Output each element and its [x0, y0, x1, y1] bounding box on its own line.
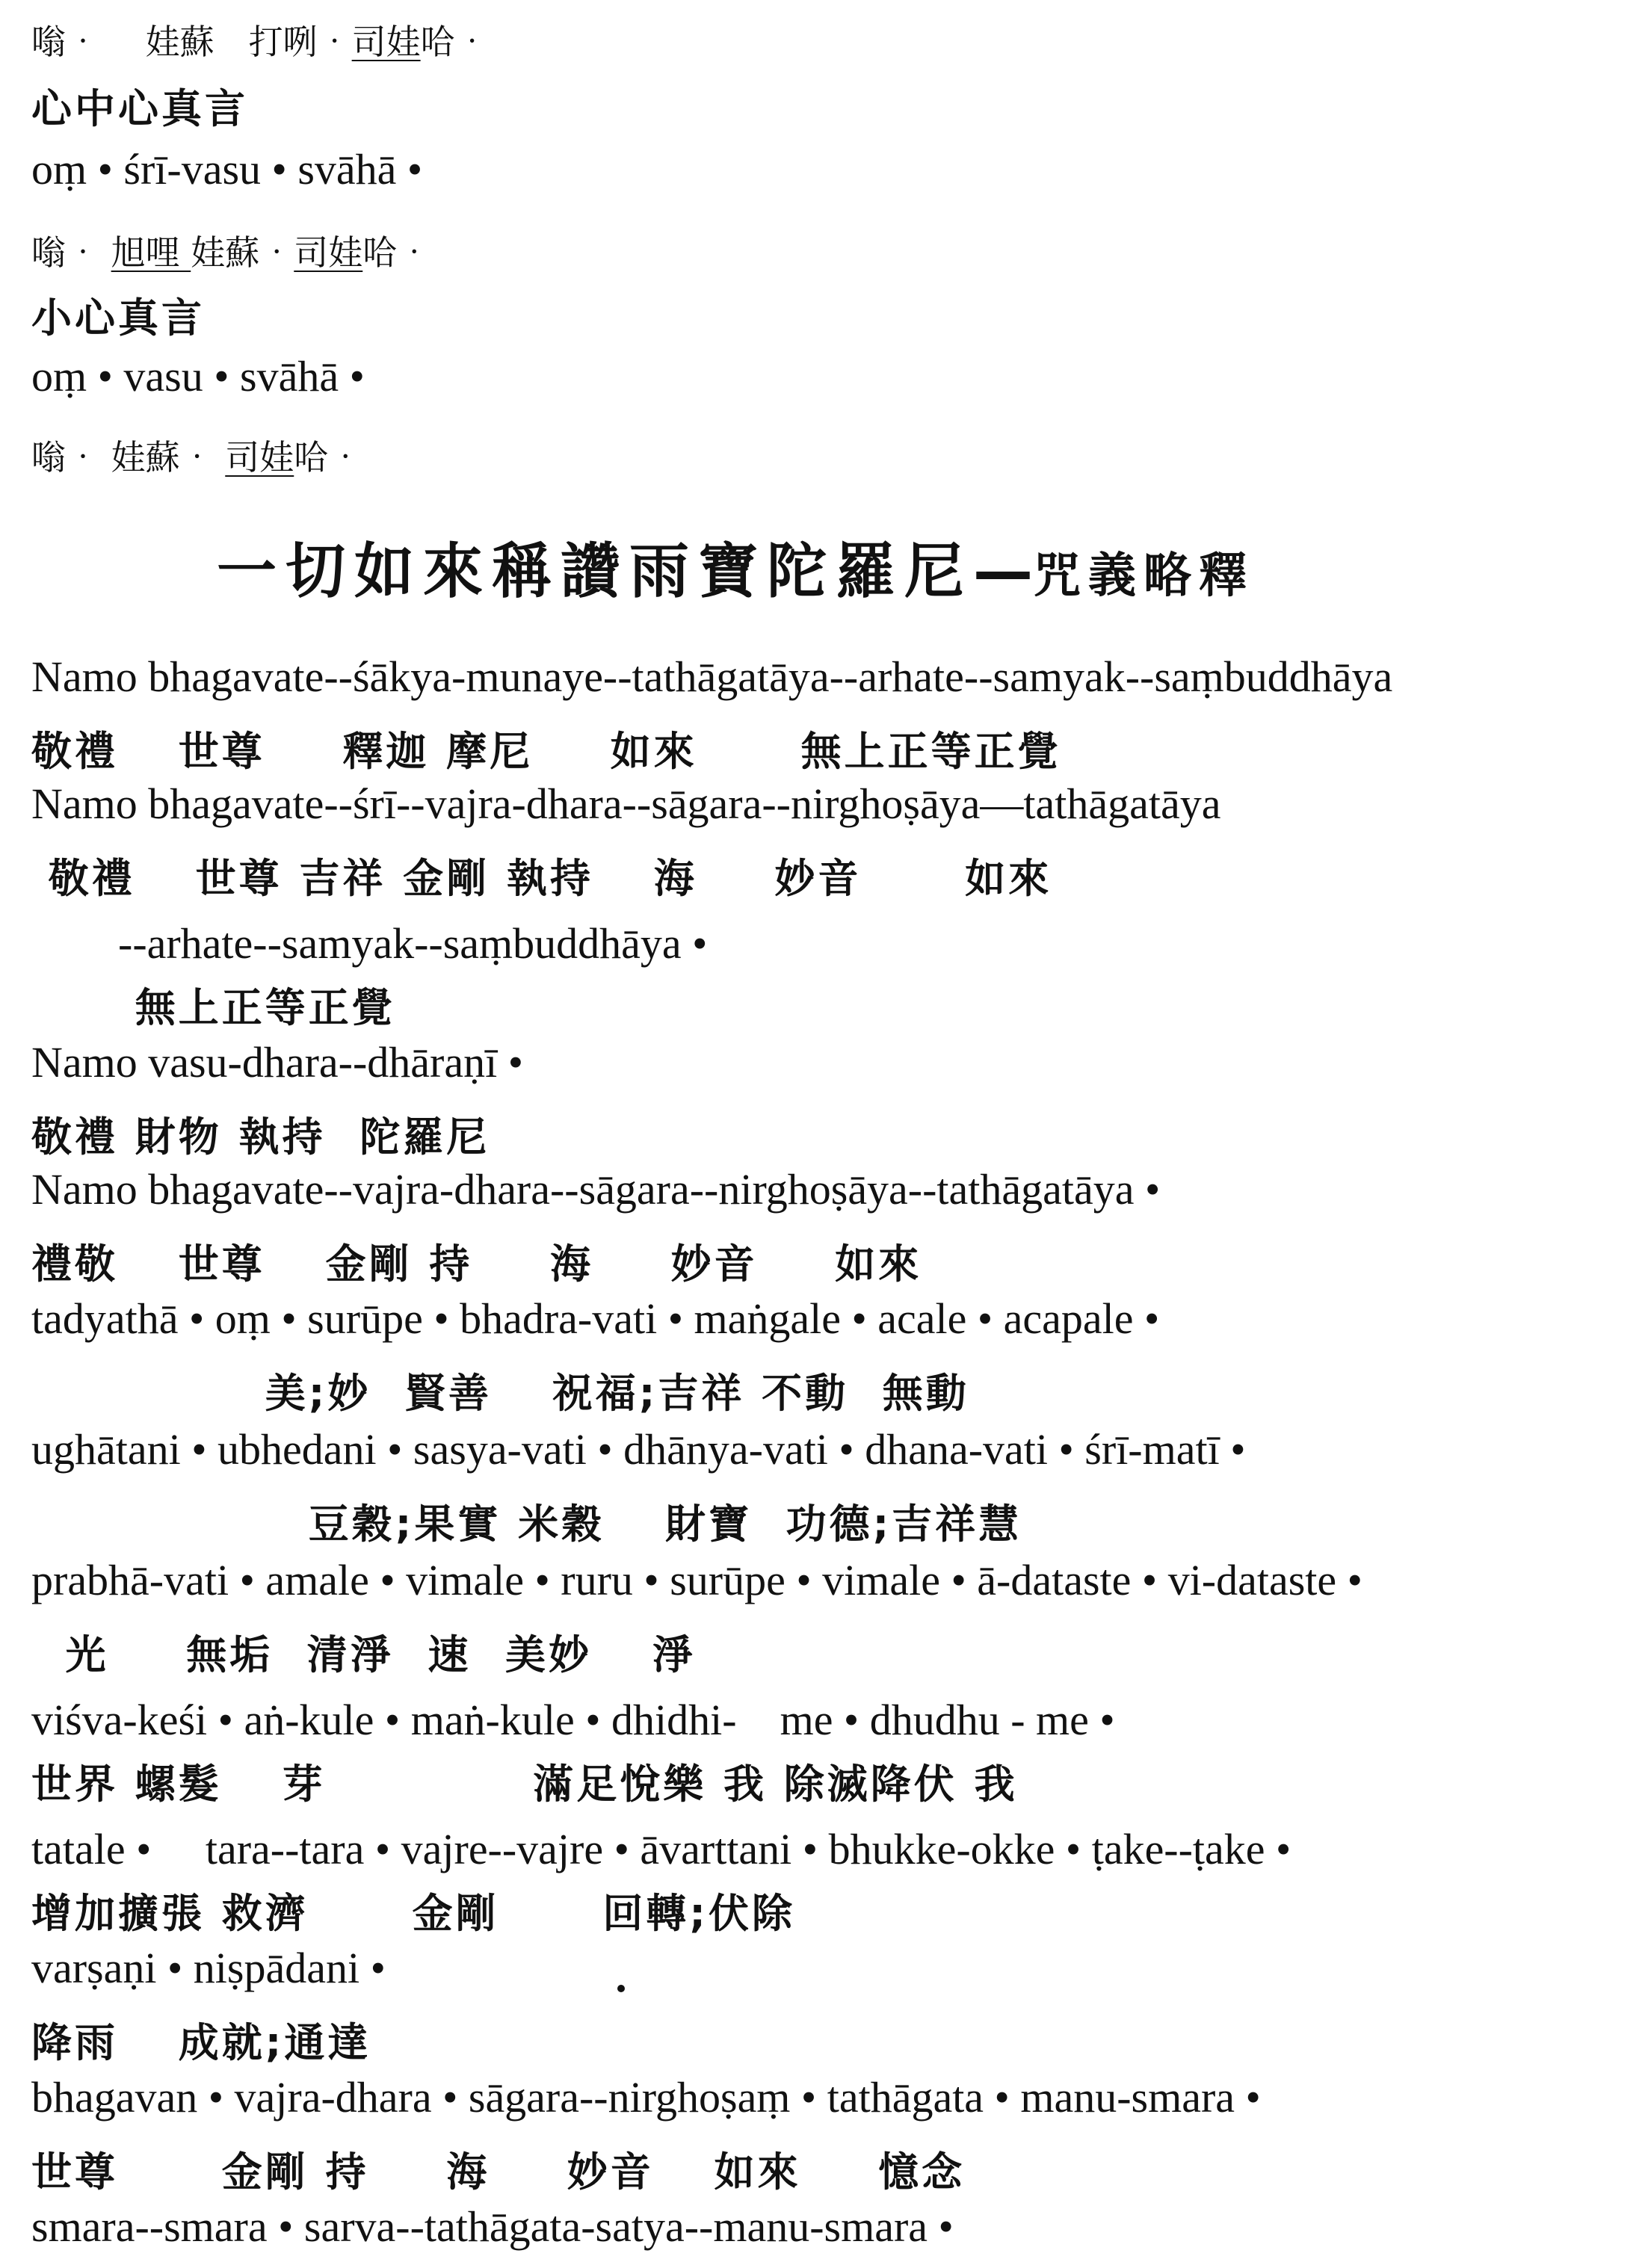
verse-5-romanized: Namo bhagavate--vajra-dhara--sāgara--nirghoṣāya--tathāgatāya • — [31, 1165, 1161, 1214]
page-title — [217, 523, 1254, 609]
title-main: 一切如來稱讚雨寶陀羅尼 — [217, 537, 973, 606]
verse-10-romanized: tatale • tara--tara • vajre--vajre • āvarttani • bhukke-okke • ṭake--ṭake • — [31, 1825, 1291, 1873]
verse-4-gloss: 敬禮 財物 執持 陀羅尼 — [31, 1113, 490, 1161]
verse-13-romanized: smara--smara • sarva--tathāgata-satya--manu-smara • — [31, 2202, 954, 2251]
verse-12-gloss: 世尊 金剛 持 海 妙音 如來 憶念 — [31, 2148, 966, 2196]
transliteration-text: 嗡‧ 娃蘇‧ — [31, 437, 226, 478]
verse-8-romanized: prabhā-vati • amale • vimale • ruru • surūpe • vimale • ā-dataste • vi-dataste • — [31, 1556, 1362, 1604]
verse-11-gloss: 降雨 成就;通達 — [31, 2019, 371, 2066]
transliteration-underlined: 司娃 — [351, 22, 421, 62]
verse-6-gloss: 美;妙 賢善 祝福;吉祥 不動 無動 — [31, 1370, 969, 1417]
verse-3-romanized: --arhate--samyak--saṃbuddhāya • — [31, 919, 708, 968]
verse-9-romanized: viśva-keśi • aṅ-kule • maṅ-kule • dhidhi- me • dhudhu - me • — [31, 1696, 1115, 1744]
transliteration-line-3 — [31, 430, 362, 480]
transliteration-underlined: 司娃 — [294, 232, 363, 273]
verse-2-gloss: 敬禮 世尊 吉祥 金剛 執持 海 妙音 如來 — [31, 855, 1052, 902]
heading-heart-mantra: 心中心真言 — [31, 85, 248, 132]
transliteration-line-2 — [31, 226, 431, 275]
verse-2-romanized: Namo bhagavate--śrī--vajra-dhara--sāgara--nirghoṣāya—tathāgatāya — [31, 779, 1221, 828]
verse-1-romanized: Namo bhagavate--śākya-munaye--tathāgatāya--arhate--samyak--saṃbuddhāya — [31, 652, 1393, 701]
verse-7-romanized: ughātani • ubhedani • sasya-vati • dhānya-vati • dhana-vati • śrī-matī • — [31, 1425, 1246, 1474]
transliteration-underlined: 司娃 — [225, 437, 294, 478]
verse-3-gloss: 無上正等正覺 — [31, 984, 395, 1031]
stray-dot-mark — [617, 1985, 625, 1992]
transliteration-line-1 — [31, 15, 490, 64]
transliteration-text: 哈‧ — [294, 437, 363, 478]
verse-1-gloss: 敬禮 世尊 釋迦 摩尼 如來 無上正等正覺 — [31, 728, 1061, 775]
title-subtitle: 咒義略釋 — [1033, 549, 1254, 604]
transliteration-text: 哈‧ — [362, 232, 432, 273]
heading-small-heart-mantra: 小心真言 — [31, 294, 205, 342]
verse-4-romanized: Namo vasu-dhara--dhāraṇī • — [31, 1038, 524, 1087]
verse-10-gloss: 增加擴張 救濟 金剛 回轉;伏除 — [31, 1890, 795, 1937]
transliteration-text: 娃蘇‧ — [191, 232, 294, 273]
romanized-heart-mantra: oṃ • śrī-vasu • svāhā • — [31, 145, 423, 194]
transliteration-underlined: 旭哩 — [111, 232, 191, 273]
verse-9-gloss: 世界 螺髮 芽 滿足悅樂 我 除滅降伏 我 — [31, 1761, 1018, 1808]
transliteration-text: 嗡‧ — [31, 232, 111, 273]
verse-12-romanized: bhagavan • vajra-dhara • sāgara--nirghoṣaṃ • tathāgata • manu-smara • — [31, 2073, 1261, 2122]
verse-7-gloss: 豆穀;果實 米穀 財寶 功德;吉祥慧 — [31, 1501, 1022, 1548]
title-dash: — — [973, 537, 1033, 606]
transliteration-text: 嗡‧ 娃蘇 打咧‧ — [31, 22, 352, 62]
verse-11-romanized: varṣaṇi • niṣpādani • — [31, 1944, 386, 1992]
verse-6-romanized: tadyathā • oṃ • surūpe • bhadra-vati • maṅgale • acale • acapale • — [31, 1294, 1160, 1343]
transliteration-text: 哈‧ — [420, 22, 490, 62]
verse-5-gloss: 禮敬 世尊 金剛 持 海 妙音 如來 — [31, 1240, 922, 1288]
romanized-small-heart-mantra: oṃ • vasu • svāhā • — [31, 352, 365, 401]
verse-8-gloss: 光 無垢 清淨 速 美妙 淨 — [31, 1631, 696, 1678]
